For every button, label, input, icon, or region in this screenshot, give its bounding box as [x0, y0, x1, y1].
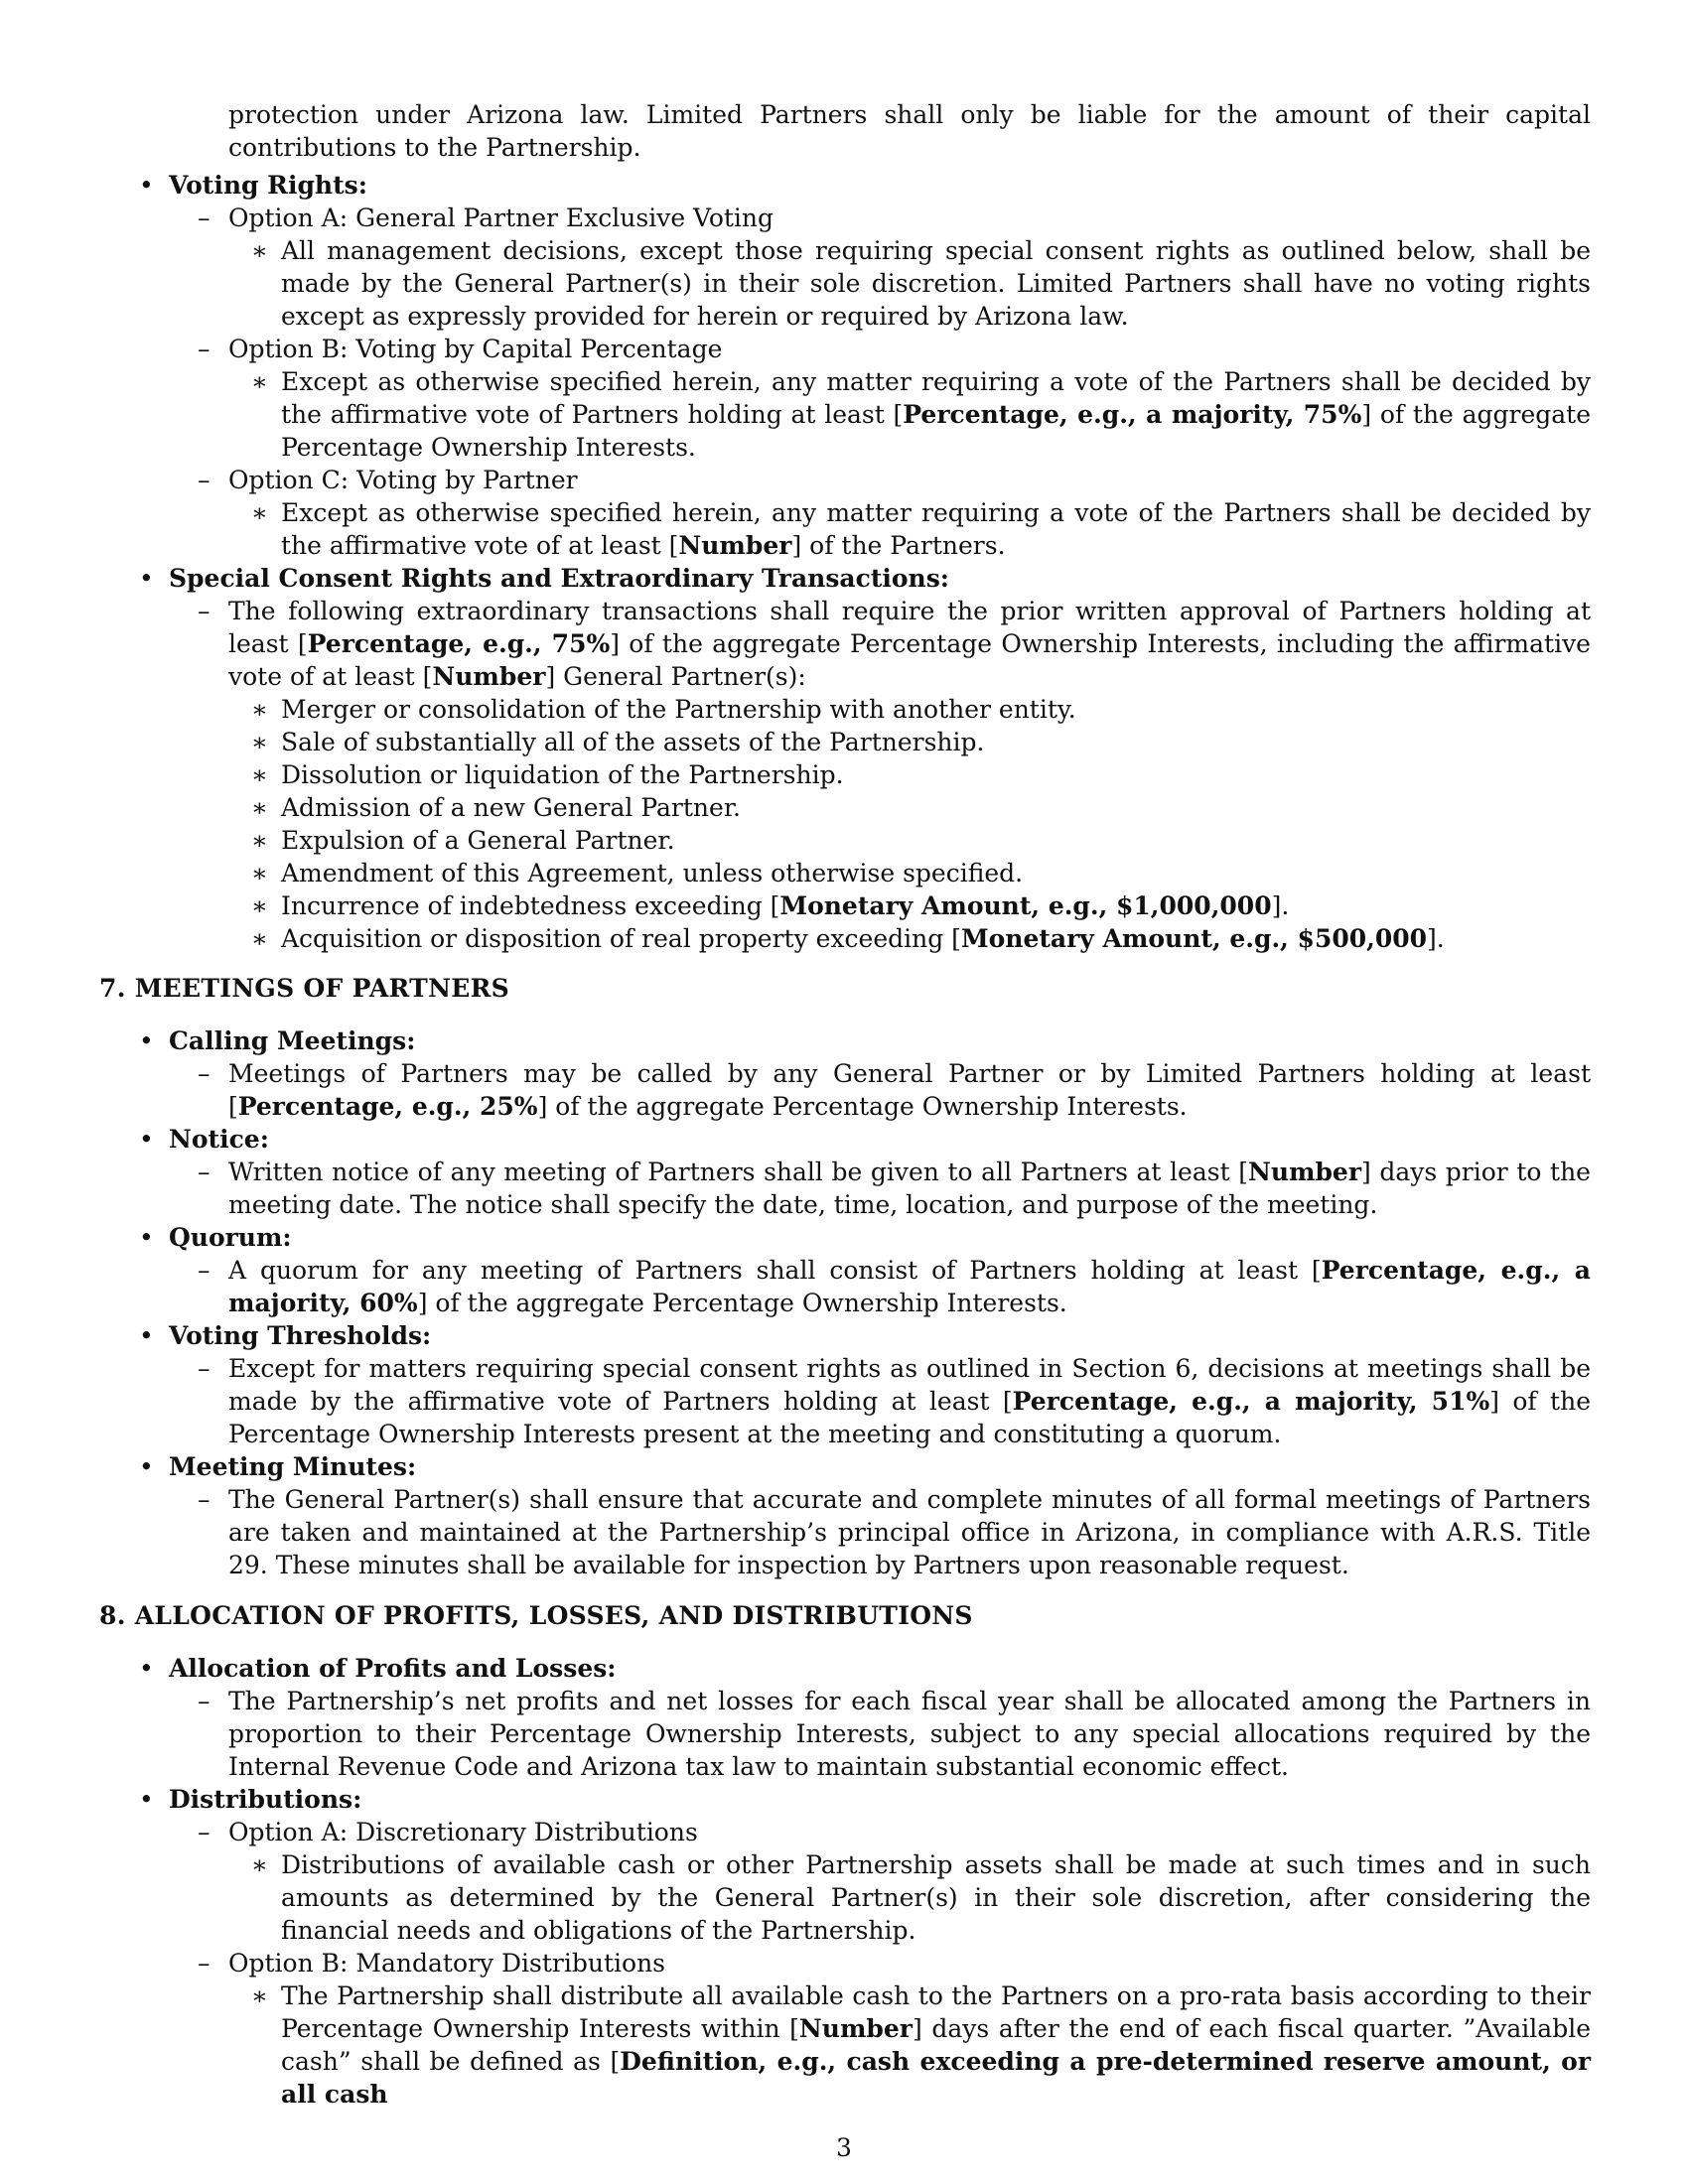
dist-option-a-text: Distributions of available cash or other Partnership assets shall be made at such times and in such amounts as determined by the General Partner(s) in their sole discretion, after considering the financial needs and obligations of the Partnership.: [281, 1850, 1591, 1945]
calling-meetings-text: Meetings of Partners may be called by any General Partner or by Limited Partners holding at least [Percentage, e.g., 25%] of the aggregate Percentage Ownership Interests.: [228, 1059, 1591, 1121]
dash-marker: –: [198, 1687, 211, 1715]
special-item: Admission of a new General Partner.: [281, 793, 741, 822]
voting-option-b-text: Except as otherwise specified herein, any matter requiring a vote of the Partners shall be decided by the affirmative vote of Partners holding at least [Percentage, e.g., a majority, 75%] of the aggregate Percentage Ownership Interests.: [281, 367, 1592, 462]
dist-option-a-title: Option A: Discretionary Distributions: [228, 1818, 698, 1846]
special-item: Dissolution or liquidation of the Partnership.: [281, 760, 844, 789]
star-marker: ∗: [251, 1981, 268, 2010]
bullet-marker: •: [139, 1321, 154, 1350]
allocation-text: The Partnership’s net profits and net losses for each fiscal year shall be allocated among the Partners in proportion to their Percentage Ownership Interests, subject to any special allocations required by the Internal Revenue Code and Arizona tax law to maintain substantial economic effect.: [228, 1687, 1591, 1781]
bullet-marker: •: [139, 1223, 154, 1252]
star-marker: ∗: [251, 236, 268, 265]
bullet-marker: •: [139, 1785, 154, 1814]
special-item: Amendment of this Agreement, unless otherwise specified.: [281, 859, 1024, 887]
bullet-marker: •: [139, 171, 154, 200]
quorum-label: Quorum:: [169, 1223, 292, 1252]
voting-option-c-text: Except as otherwise specified herein, any matter requiring a vote of the Partners shall be decided by the affirmative vote of at least [Number] of the Partners.: [281, 498, 1591, 560]
bullet-marker: •: [139, 564, 154, 593]
dash-marker: –: [198, 1485, 211, 1514]
dash-marker: –: [198, 597, 211, 625]
bullet-marker: •: [139, 1452, 154, 1481]
voting-option-c-title: Option C: Voting by Partner: [228, 466, 578, 494]
bullet-marker: •: [139, 1654, 154, 1683]
star-marker: ∗: [251, 695, 268, 724]
special-item: Merger or consolidation of the Partnership with another entity.: [281, 695, 1076, 724]
distributions-label: Distributions:: [169, 1785, 362, 1814]
intro-paragraph: protection under Arizona law. Limited Partners shall only be liable for the amount of their capital contributions to the Partnership.: [228, 100, 1591, 162]
star-marker: ∗: [251, 760, 268, 789]
star-marker: ∗: [251, 728, 268, 756]
meeting-minutes-label: Meeting Minutes:: [169, 1452, 417, 1481]
voting-option-a-text: All management decisions, except those requiring special consent rights as outlined below, shall be made by the General Partner(s) in their sole discretion. Limited Partners shall have no voting rights except as expressly provided for herein or required by Arizona law.: [281, 236, 1591, 331]
voting-option-b-title: Option B: Voting by Capital Percentage: [228, 335, 723, 363]
star-marker: ∗: [251, 1850, 268, 1879]
star-marker: ∗: [251, 826, 268, 855]
voting-thresholds-text: Except for matters requiring special consent rights as outlined in Section 6, decisions at meetings shall be made by the affirmative vote of Partners holding at least [Percentage, e.g., a majority, 51%] of the Percentage Ownership Interests present at the meeting and constituting a quorum.: [228, 1354, 1591, 1448]
quorum-text: A quorum for any meeting of Partners shall consist of Partners holding at least [Percentage, e.g., a majority, 60%] of the aggregate Percentage Ownership Interests.: [228, 1256, 1591, 1317]
dist-option-b-title: Option B: Mandatory Distributions: [228, 1949, 666, 1978]
dash-marker: –: [198, 1354, 211, 1383]
special-item: Sale of substantially all of the assets of the Partnership.: [281, 728, 985, 756]
special-item: Expulsion of a General Partner.: [281, 826, 675, 855]
calling-meetings-label: Calling Meetings:: [169, 1026, 416, 1055]
special-item: Acquisition or disposition of real property exceeding [Monetary Amount, e.g., $500,000].: [281, 924, 1445, 953]
dash-marker: –: [198, 1949, 211, 1978]
notice-label: Notice:: [169, 1125, 269, 1154]
star-marker: ∗: [251, 891, 268, 920]
section-8-heading: 8. ALLOCATION OF PROFITS, LOSSES, AND DISTRIBUTIONS: [99, 1601, 973, 1630]
dash-marker: –: [198, 466, 211, 494]
dash-marker: –: [198, 1158, 211, 1186]
bullet-marker: •: [139, 1125, 154, 1154]
page-number: 3: [836, 2133, 852, 2162]
dist-option-b-text: The Partnership shall distribute all available cash to the Partners on a pro-rata basis according to their Percentage Ownership Interests within [Number] days after the end of each fiscal quarter. ”Available cash” shall be defined as [Definition, e.g., cash exceeding a pre-determined reserve amount, or all cash: [281, 1981, 1591, 2109]
star-marker: ∗: [251, 859, 268, 887]
voting-option-a-title: Option A: General Partner Exclusive Voting: [228, 204, 774, 232]
star-marker: ∗: [251, 793, 268, 822]
voting-rights-label: Voting Rights:: [169, 171, 367, 200]
allocation-label: Allocation of Profits and Losses:: [169, 1654, 617, 1683]
meeting-minutes-text: The General Partner(s) shall ensure that accurate and complete minutes of all formal meetings of Partners are taken and maintained at the Partnership’s principal office in Arizona, in compliance with A.R.S. Title 29. These minutes shall be available for inspection by Partners upon reasonable request.: [228, 1485, 1591, 1579]
notice-text: Written notice of any meeting of Partners shall be given to all Partners at least [Number] days prior to the meeting date. The notice shall specify the date, time, location, and purpose of the meeting.: [228, 1158, 1591, 1219]
dash-marker: –: [198, 204, 211, 232]
star-marker: ∗: [251, 498, 268, 527]
special-consent-label: Special Consent Rights and Extraordinary Transactions:: [169, 564, 950, 593]
section-7-heading: 7. MEETINGS OF PARTNERS: [99, 974, 510, 1003]
star-marker: ∗: [251, 924, 268, 953]
dash-marker: –: [198, 1256, 211, 1285]
dash-marker: –: [198, 335, 211, 363]
voting-thresholds-label: Voting Thresholds:: [169, 1321, 432, 1350]
bullet-marker: •: [139, 1026, 154, 1055]
special-item: Incurrence of indebtedness exceeding [Monetary Amount, e.g., $1,000,000].: [281, 891, 1290, 920]
dash-marker: –: [198, 1059, 211, 1088]
star-marker: ∗: [251, 367, 268, 396]
dash-marker: –: [198, 1818, 211, 1846]
special-consent-intro: The following extraordinary transactions shall require the prior written approval of Partners holding at least [Percentage, e.g., 75%] of the aggregate Percentage Ownership Interests, including the affirmative vote of at least [Number] General Partner(s):: [228, 597, 1591, 691]
